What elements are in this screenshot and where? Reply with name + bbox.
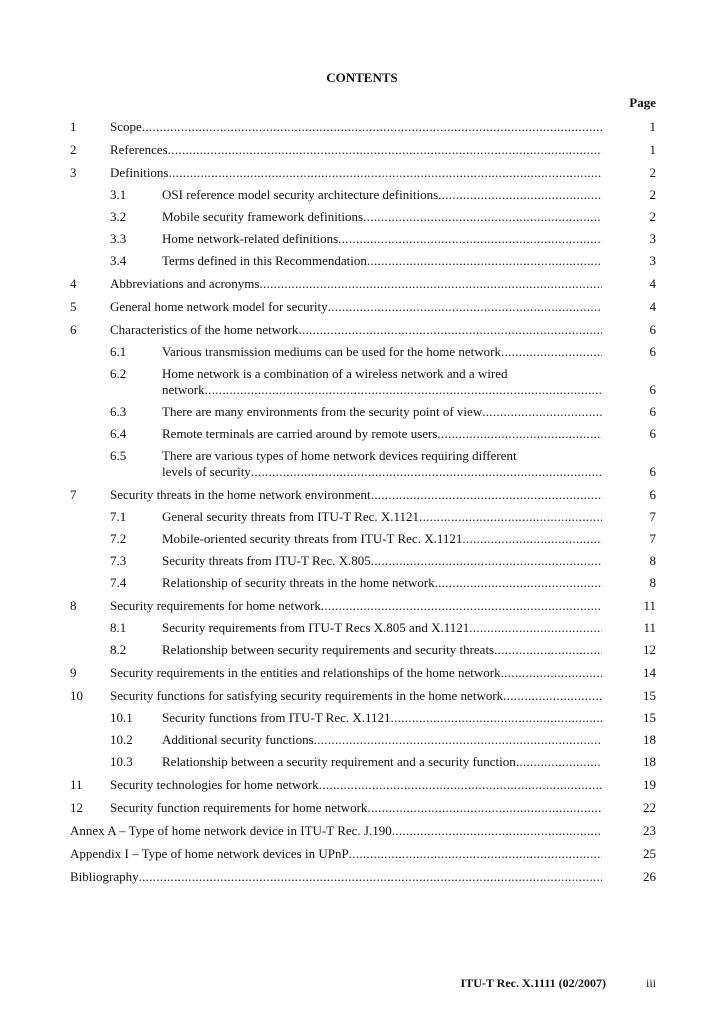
dot-leader — [169, 165, 603, 181]
page-column-label: Page — [629, 95, 656, 110]
dot-leader — [462, 531, 602, 547]
toc-entry-number: 10.1 — [110, 710, 133, 725]
toc-entry-page: 7 — [649, 531, 656, 546]
toc-entry-page: 11 — [643, 620, 656, 635]
dot-leader — [168, 142, 602, 158]
dot-leader — [363, 209, 602, 225]
toc-entry-title: Security threats from ITU-T Rec. X.805 — [162, 553, 371, 568]
toc-entry-title: Security threats in the home network environment — [110, 487, 371, 502]
toc-entry[interactable] — [0, 366, 724, 398]
toc-entry-number: 7.3 — [110, 553, 127, 568]
dot-leader — [259, 276, 602, 292]
toc-entry-page: 3 — [649, 231, 656, 246]
toc-entry-page: 11 — [643, 598, 656, 613]
toc-entry-title: Security functions for satisfying security requirements in the home network — [110, 688, 504, 703]
page-title: CONTENTS — [326, 70, 398, 85]
toc-entry-page: 4 — [649, 299, 656, 314]
toc-entry-page: 6 — [649, 404, 656, 419]
toc-entry-page: 6 — [649, 487, 656, 502]
dot-leader — [501, 344, 602, 360]
toc-entry-page: 25 — [643, 846, 656, 861]
dot-leader — [419, 509, 602, 525]
toc-entry-page: 15 — [643, 688, 656, 703]
toc-entry-title: General home network model for security — [110, 299, 328, 314]
toc-entry[interactable] — [0, 322, 724, 338]
toc-entry-title-first-line: There are various types of home network devices requiring different — [162, 448, 517, 463]
toc-entry[interactable] — [0, 119, 724, 135]
toc-entry[interactable] — [0, 665, 724, 681]
toc-entry-number: 7.2 — [110, 531, 127, 546]
dot-leader — [438, 187, 602, 203]
toc-entry[interactable] — [0, 276, 724, 292]
toc-entry-title: Annex A – Type of home network device in ITU-T Rec. J.190 — [70, 823, 392, 838]
toc-entry-number: 10.2 — [110, 732, 133, 747]
toc-entry-page: 1 — [649, 142, 656, 157]
toc-entry[interactable] — [0, 142, 724, 158]
toc-entry[interactable] — [0, 575, 724, 591]
toc-entry-page: 23 — [643, 823, 656, 838]
toc-entry-number: 6.3 — [110, 404, 127, 419]
toc-entry-page: 6 — [649, 426, 656, 441]
toc-entry-page: 6 — [649, 464, 656, 479]
toc-entry-page: 14 — [643, 665, 656, 680]
toc-entry-title: Relationship between a security requirement and a security function — [162, 754, 516, 769]
toc-entry-number: 7 — [70, 487, 77, 502]
toc-entry-title: Scope — [110, 119, 142, 134]
toc-entry-page: 8 — [649, 575, 656, 590]
toc-entry[interactable] — [0, 710, 724, 726]
toc-entry[interactable] — [0, 754, 724, 770]
toc-entry[interactable] — [0, 209, 724, 225]
dot-leader — [516, 754, 602, 770]
toc-entry-title: Characteristics of the home network — [110, 322, 299, 337]
dot-leader — [338, 231, 602, 247]
toc-entry-number: 10 — [70, 688, 83, 703]
toc-entry-number: 9 — [70, 665, 77, 680]
toc-entry-title: References — [110, 142, 168, 157]
dot-leader — [139, 869, 602, 885]
toc-entry-number: 11 — [70, 777, 83, 792]
toc-entry-title: Remote terminals are carried around by remote users — [162, 426, 438, 441]
toc-entry[interactable] — [0, 823, 724, 839]
footer-page-number: iii — [645, 976, 656, 990]
toc-entry-number: 8 — [70, 598, 77, 613]
toc-entry[interactable] — [0, 777, 724, 793]
toc-entry-title: levels of security — [162, 464, 251, 479]
toc-entry-title: Appendix I – Type of home network devices in UPnP — [70, 846, 349, 861]
toc-entry-number: 7.4 — [110, 575, 127, 590]
dot-leader — [392, 823, 602, 839]
toc-entry-page: 15 — [643, 710, 656, 725]
dot-leader — [391, 710, 602, 726]
dot-leader — [503, 688, 602, 704]
toc-entry-number: 3.3 — [110, 231, 127, 246]
toc-entry-page: 2 — [649, 165, 656, 180]
toc-entry-title: Security functions from ITU-T Rec. X.1121 — [162, 710, 391, 725]
dot-leader — [367, 253, 602, 269]
dot-leader — [437, 426, 602, 442]
toc-entry[interactable] — [0, 187, 724, 203]
table-of-contents — [0, 119, 724, 885]
toc-entry-page: 7 — [649, 509, 656, 524]
toc-entry-page: 12 — [643, 642, 656, 657]
toc-entry-title: Terms defined in this Recommendation — [162, 253, 367, 268]
toc-entry-title: Mobile security framework definitions — [162, 209, 364, 224]
toc-entry-title: Security requirements in the entities and relationships of the home network — [110, 665, 501, 680]
toc-entry-title: Security requirements from ITU-T Recs X.805 and X.1121 — [162, 620, 470, 635]
toc-entry-page: 18 — [643, 754, 656, 769]
toc-entry-title: Home network-related definitions — [162, 231, 339, 246]
toc-entry-number: 6.5 — [110, 448, 127, 463]
toc-entry[interactable] — [0, 448, 724, 480]
toc-entry[interactable] — [0, 299, 724, 315]
toc-entry[interactable] — [0, 404, 724, 420]
toc-entry[interactable] — [0, 165, 724, 181]
toc-entry-title: Relationship between security requirements and security threats — [162, 642, 495, 657]
toc-entry-number: 3 — [70, 165, 77, 180]
toc-entry-page: 22 — [643, 800, 656, 815]
toc-entry-number: 6 — [70, 322, 77, 337]
toc-entry-number: 7.1 — [110, 509, 127, 524]
dot-leader — [205, 382, 602, 398]
toc-entry[interactable] — [0, 732, 724, 748]
toc-entry[interactable] — [0, 642, 724, 658]
toc-entry-page: 6 — [649, 344, 656, 359]
toc-entry[interactable] — [0, 487, 724, 503]
toc-entry-page: 6 — [649, 382, 656, 397]
toc-entry[interactable] — [0, 620, 724, 636]
toc-entry-page: 1 — [649, 119, 656, 134]
toc-entry-title: Mobile-oriented security threats from ITU-T Rec. X.1121 — [162, 531, 463, 546]
toc-entry-title: Bibliography — [70, 869, 139, 884]
toc-entry-number: 3.2 — [110, 209, 127, 224]
toc-entry[interactable] — [0, 553, 724, 569]
toc-entry-title: General security threats from ITU-T Rec. X.1121 — [162, 509, 420, 524]
toc-entry[interactable] — [0, 531, 724, 547]
toc-entry-title: Security requirements for home network — [110, 598, 321, 613]
toc-entry-page: 8 — [649, 553, 656, 568]
toc-entry[interactable] — [0, 426, 724, 442]
toc-entry-page: 3 — [649, 253, 656, 268]
footer-reference: ITU-T Rec. X.1111 (02/2007) — [460, 976, 606, 990]
toc-entry-number: 3.1 — [110, 187, 127, 202]
dot-leader — [501, 665, 602, 681]
dot-leader — [314, 732, 602, 748]
dot-leader — [349, 846, 602, 862]
dot-leader — [371, 553, 602, 569]
toc-entry[interactable] — [0, 846, 724, 862]
toc-entry-title: OSI reference model security architecture definitions — [162, 187, 439, 202]
dot-leader — [371, 487, 602, 503]
dot-leader — [469, 620, 602, 636]
toc-entry-number: 6.4 — [110, 426, 127, 441]
dot-leader — [321, 598, 602, 614]
toc-entry-title: There are many environments from the security point of view — [162, 404, 483, 419]
toc-entry[interactable] — [0, 253, 724, 269]
toc-entry[interactable] — [0, 688, 724, 704]
toc-entry-number: 12 — [70, 800, 83, 815]
toc-entry[interactable] — [0, 869, 724, 885]
dot-leader — [482, 404, 602, 420]
toc-entry-page: 18 — [643, 732, 656, 747]
toc-entry[interactable] — [0, 598, 724, 614]
toc-entry-title: Abbreviations and acronyms — [110, 276, 260, 291]
toc-entry-title: network — [162, 382, 205, 397]
dot-leader — [328, 299, 602, 315]
toc-entry-number: 6.2 — [110, 366, 127, 381]
toc-entry-title: Security function requirements for home network — [110, 800, 368, 815]
dot-leader — [319, 777, 602, 793]
toc-entry-page: 4 — [649, 276, 656, 291]
toc-entry-number: 6.1 — [110, 344, 127, 359]
toc-entry[interactable] — [0, 344, 724, 360]
dot-leader — [435, 575, 602, 591]
toc-entry-title: Security technologies for home network — [110, 777, 319, 792]
toc-entry-number: 8.2 — [110, 642, 127, 657]
toc-entry-page: 2 — [649, 187, 656, 202]
dot-leader — [494, 642, 602, 658]
toc-entry-number: 10.3 — [110, 754, 133, 769]
toc-entry-title: Various transmission mediums can be used for the home network — [162, 344, 502, 359]
toc-entry-number: 2 — [70, 142, 77, 157]
dot-leader — [367, 800, 602, 816]
toc-entry[interactable] — [0, 231, 724, 247]
dot-leader — [251, 464, 602, 480]
toc-entry-page: 26 — [643, 869, 656, 884]
dot-leader — [298, 322, 602, 338]
dot-leader — [142, 119, 602, 135]
toc-entry-title-first-line: Home network is a combination of a wireless network and a wired — [162, 366, 508, 381]
toc-entry-title: Definitions — [110, 165, 169, 180]
toc-entry[interactable] — [0, 509, 724, 525]
toc-entry[interactable] — [0, 800, 724, 816]
toc-entry-title: Relationship of security threats in the home network — [162, 575, 435, 590]
toc-entry-number: 1 — [70, 119, 77, 134]
toc-entry-title: Additional security functions — [162, 732, 314, 747]
toc-entry-page: 19 — [643, 777, 656, 792]
toc-entry-number: 3.4 — [110, 253, 127, 268]
toc-entry-number: 5 — [70, 299, 77, 314]
toc-entry-number: 4 — [70, 276, 77, 291]
toc-entry-number: 8.1 — [110, 620, 127, 635]
toc-entry-page: 2 — [649, 209, 656, 224]
toc-entry-page: 6 — [649, 322, 656, 337]
